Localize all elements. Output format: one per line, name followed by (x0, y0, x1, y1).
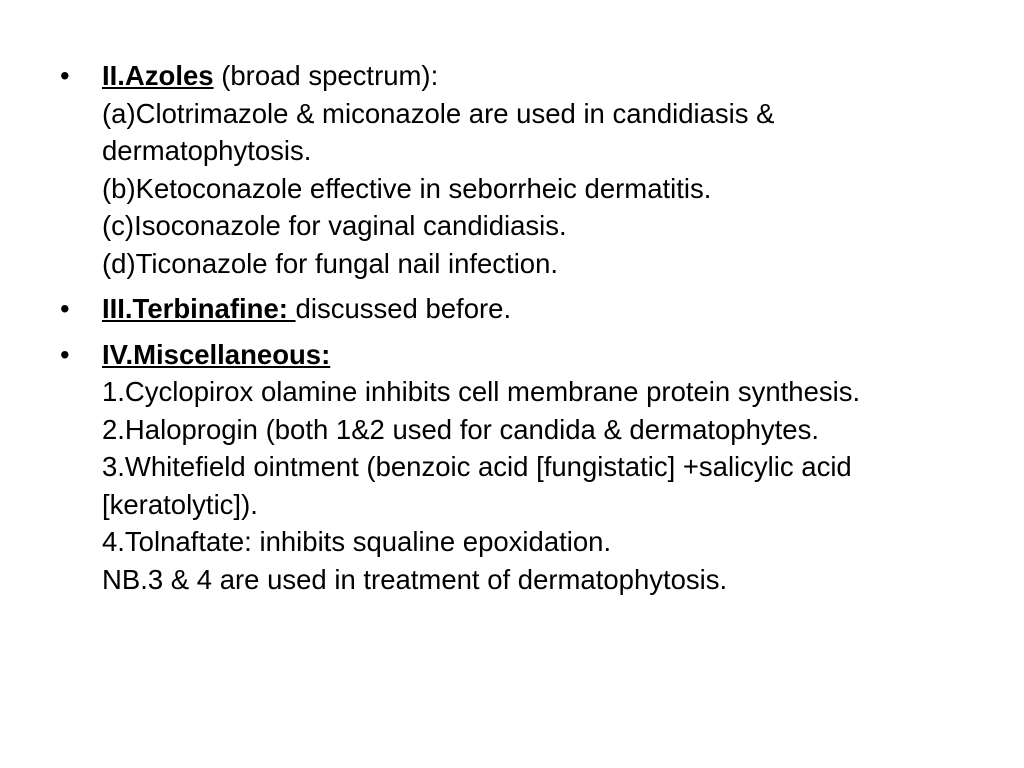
section-heading: IV.Miscellaneous: (102, 338, 331, 370)
bullet-item-miscellaneous (60, 336, 980, 599)
section-heading: II.Azoles (102, 60, 214, 91)
body-line: 4.Tolnaftate: inhibits squaline epoxidation. (102, 526, 612, 557)
bullet-heading-line (102, 336, 980, 374)
section-heading-suffix: (broad spectrum): (213, 60, 439, 91)
section-heading-suffix: discussed before. (295, 293, 512, 324)
body-line: 3.Whitefield ointment (benzoic acid [fungistatic] +salicylic acid [keratolytic]). (102, 451, 852, 520)
body-line: 1.Cyclopirox olamine inhibits cell membrane protein synthesis. (102, 376, 861, 407)
bullet-item-terbinafine (60, 290, 980, 328)
body-line: (c)Isoconazole for vaginal candidiasis. (102, 210, 567, 241)
bullet-item-azoles (60, 57, 980, 282)
body-line: 2.Haloprogin (both 1&2 used for candida & dermatophytes. (102, 413, 819, 445)
bullet-dot-icon: • (60, 338, 70, 370)
section-heading: III.Terbinafine: (102, 293, 296, 324)
body-line: (a)Clotrimazole & miconazole are used in candidiasis & dermatophytosis. (102, 97, 775, 166)
bullet-dot-icon: • (60, 60, 70, 91)
bullet-heading-line (102, 290, 980, 328)
body-line: NB.3 & 4 are used in treatment of dermatophytosis. (102, 563, 728, 595)
bullet-dot-icon: • (60, 293, 70, 324)
bullet-list (60, 57, 980, 606)
body-line: (d)Ticonazole for fungal nail infection. (102, 247, 559, 279)
bullet-heading-line (102, 57, 980, 95)
body-line: (b)Ketoconazole effective in seborrheic dermatitis. (102, 172, 712, 204)
